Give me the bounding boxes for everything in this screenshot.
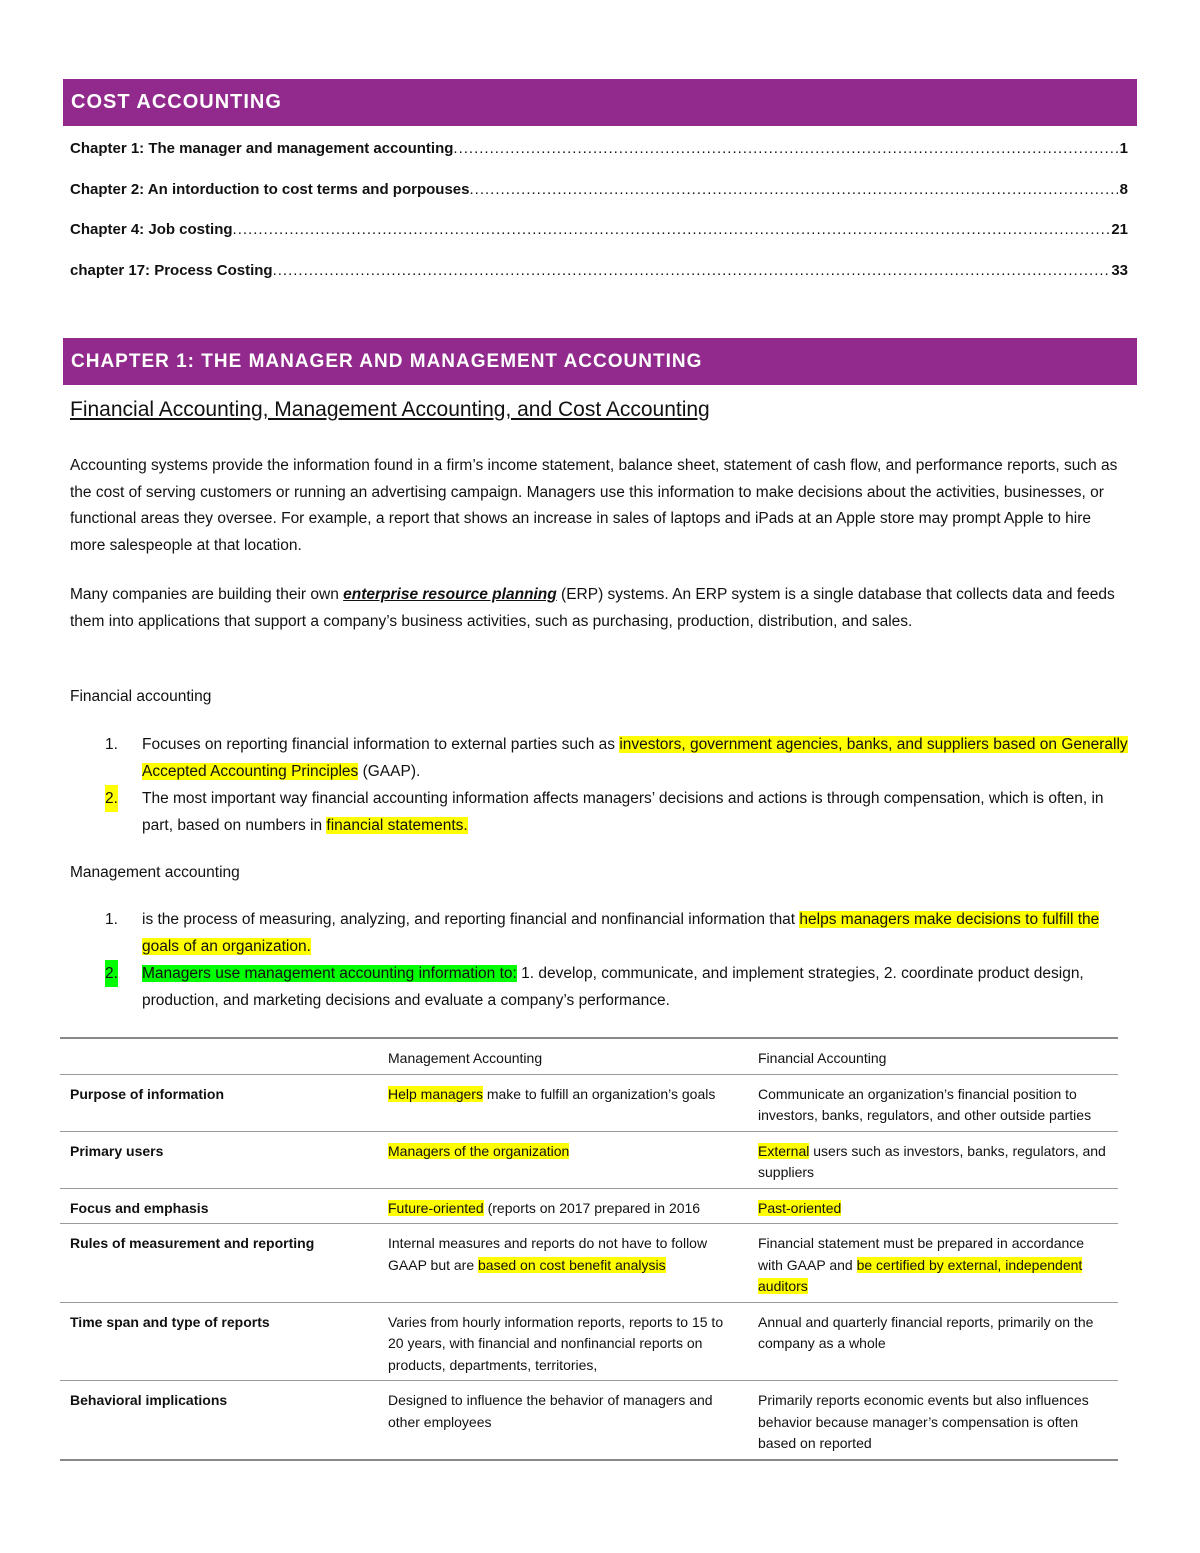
toc-title: COST ACCOUNTING: [71, 91, 282, 113]
table-header-row: [60, 1038, 1118, 1074]
chapter1-banner-title: CHAPTER 1: THE MANAGER AND MANAGEMENT ACCOUNTING: [71, 350, 703, 372]
highlighted-text: Help managers: [388, 1085, 483, 1102]
row-label: Rules of measurement and reporting: [70, 1235, 315, 1251]
cell-text: Financial statement must be prepared in accordance with GAAP and: [758, 1235, 1085, 1273]
cell-text: Communicate an organization’s financial position to investors, banks, regulators, and other outside parties: [758, 1085, 1092, 1123]
toc-entry-title: chapter 17: Process Costing: [70, 261, 273, 279]
list-text: (GAAP).: [358, 763, 421, 780]
erp-text-after: (ERP) systems. An ERP system is a single database that collects data and feeds them into applications that support a company’s business activities, such as purchasing, production, distribution, and sales.: [70, 586, 1115, 630]
cell-text: users such as investors, banks, regulators, and suppliers: [758, 1142, 1106, 1180]
list-number: 1.: [105, 736, 118, 753]
table-of-contents: [70, 140, 1128, 302]
highlighted-text: Past-oriented: [758, 1199, 842, 1216]
table-row: [60, 1224, 1118, 1303]
highlighted-text: Managers use management accounting information to:: [142, 965, 517, 982]
list-text: The most important way financial accounting information affects managers’ decisions and actions is through compensation, which is often, in part, based on numbers in: [142, 790, 1104, 834]
highlighted-text: helps managers make decisions to fulfill the goals of an organization.: [142, 911, 1100, 955]
table-row: [60, 1381, 1118, 1460]
management-accounting-heading: Management accounting: [70, 864, 240, 881]
table-row: [60, 1131, 1118, 1188]
toc-entry-title: Chapter 1: The manager and management accounting: [70, 140, 454, 157]
row-label: Focus and emphasis: [70, 1199, 209, 1216]
list-number: 1.: [105, 911, 118, 928]
highlighted-text: investors, government agencies, banks, and suppliers based on Generally Accepted Accounting Principles: [142, 736, 1128, 780]
management-cell: [378, 1381, 748, 1460]
list-item: [105, 785, 1130, 839]
row-label: Primary users: [70, 1142, 164, 1159]
toc-entry-page: 1: [1119, 140, 1128, 157]
cell-text: (reports on 2017 prepared in 2016: [483, 1199, 701, 1216]
toc-entry[interactable]: [70, 221, 1128, 262]
erp-link[interactable]: enterprise resource planning: [343, 586, 557, 603]
cell-text: Varies from hourly information reports, reports to 15 to 20 years, with financial and nonfinancial reports on products, departments, territories,: [388, 1313, 724, 1373]
list-item: [105, 906, 1130, 960]
cell-text: make to fulfill an organization’s goals: [482, 1085, 716, 1102]
highlighted-text: Future-oriented: [388, 1199, 484, 1216]
list-item: [105, 960, 1130, 1014]
highlighted-text: External: [758, 1142, 810, 1159]
management-cell: [378, 1131, 748, 1188]
toc-leader: [273, 262, 1110, 279]
comparison-table: [60, 1037, 1118, 1461]
table-header-empty: [60, 1038, 378, 1074]
toc-entry[interactable]: [70, 140, 1128, 181]
table-row: [60, 1302, 1118, 1381]
cell-text: Internal measures and reports do not have to follow GAAP but are: [388, 1235, 708, 1273]
management-cell: [378, 1224, 748, 1303]
row-label: Purpose of information: [70, 1085, 224, 1102]
financial-cell: [748, 1188, 1118, 1224]
management-cell: [378, 1188, 748, 1224]
financial-accounting-heading: Financial accounting: [70, 688, 212, 705]
table-row: [60, 1188, 1118, 1224]
toc-entry[interactable]: [70, 262, 1128, 303]
toc-leader: [233, 221, 1110, 238]
financial-cell: [748, 1224, 1118, 1303]
list-number: 2.: [105, 960, 118, 987]
cell-text: Annual and quarterly financial reports, primarily on the company as a whole: [758, 1313, 1094, 1351]
toc-leader: [469, 181, 1117, 198]
section-heading: Financial Accounting, Management Accounting, and Cost Accounting: [70, 398, 710, 421]
highlighted-text: based on cost benefit analysis: [478, 1256, 666, 1273]
highlighted-text: Managers of the organization: [388, 1142, 570, 1159]
paragraph-erp: [70, 582, 1130, 635]
toc-banner: [63, 79, 1137, 126]
list-text: 1. develop, communicate, and implement strategies, 2. coordinate product design, production, and marketing decisions and evaluate a company’s performance.: [142, 965, 1084, 1009]
toc-entry-title: Chapter 2: An intorduction to cost terms and porpouses: [70, 180, 470, 198]
table-header-management: Management Accounting: [388, 1050, 543, 1066]
toc-entry-page: 33: [1111, 261, 1128, 279]
list-text: Focuses on reporting financial information to external parties such as: [142, 736, 620, 753]
chapter1-banner: [63, 338, 1137, 385]
erp-text-before: Many companies are building their own: [70, 586, 344, 603]
toc-entry-page: 8: [1119, 180, 1128, 198]
management-cell: [378, 1302, 748, 1381]
financial-cell: [748, 1074, 1118, 1131]
list-text: is the process of measuring, analyzing, and reporting financial and nonfinancial information that: [142, 911, 800, 928]
financial-cell: [748, 1131, 1118, 1188]
highlighted-text: financial statements.: [326, 817, 468, 834]
management-cell: [378, 1074, 748, 1131]
toc-leader: [453, 140, 1117, 157]
row-label: Behavioral implications: [70, 1392, 228, 1408]
list-item: [105, 731, 1130, 785]
management-accounting-list: [105, 906, 1130, 1014]
toc-entry-title: Chapter 4: Job costing: [70, 221, 233, 238]
highlighted-text: be certified by external, independent auditors: [758, 1256, 1083, 1294]
paragraph-accounting-systems: Accounting systems provide the information found in a firm’s income statement, balance sheet, statement of cash flow, and performance reports, such as the cost of serving customers or running an advertising campaign. Managers use this information to make decisions about the activities, businesses, or functional areas they oversee. For example, a report that shows an increase in sales of laptops and iPads at an Apple store may prompt Apple to hire more salespeople at that location.: [70, 457, 1118, 554]
list-number: 2.: [105, 785, 118, 812]
toc-entry-page: 21: [1111, 221, 1128, 238]
table-row: [60, 1074, 1118, 1131]
row-label: Time span and type of reports: [70, 1313, 270, 1330]
table-header-financial: Financial Accounting: [758, 1050, 887, 1066]
financial-cell: [748, 1302, 1118, 1381]
cell-text: Designed to influence the behavior of managers and other employees: [388, 1392, 713, 1430]
financial-accounting-list: [105, 731, 1130, 839]
cell-text: Primarily reports economic events but also influences behavior because manager’s compensation is often based on reported: [758, 1392, 1089, 1451]
financial-cell: [748, 1381, 1118, 1460]
toc-entry[interactable]: [70, 181, 1128, 222]
